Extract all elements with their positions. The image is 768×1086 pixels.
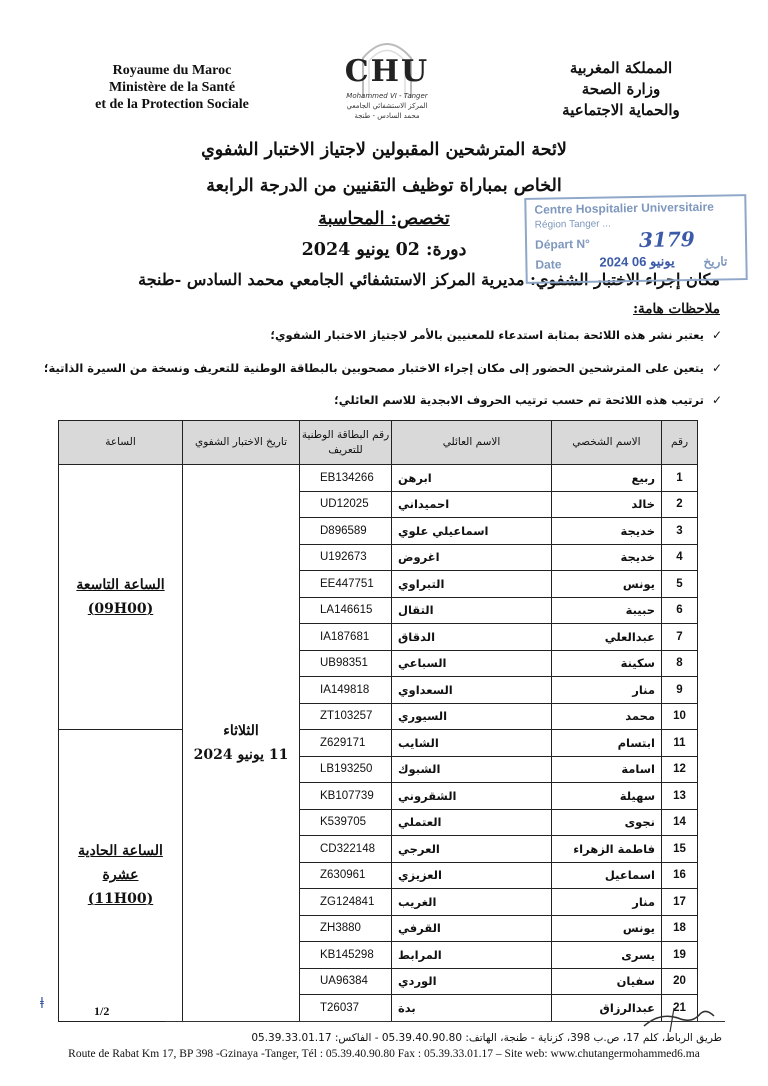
cin-cell: D896589 bbox=[300, 518, 392, 545]
header-fr-line-3: et de la Protection Sociale bbox=[95, 97, 249, 112]
header-ar-line-1: المملكة المغربية bbox=[569, 59, 673, 77]
note-1-text: يعتبر نشر هذه اللائحة بمثابة استدعاء للمعنيين بالأمر لاجتياز الاختبار الشفوي؛ bbox=[270, 328, 704, 342]
first-name-cell: ربيع bbox=[552, 465, 662, 492]
cin-cell: CD322148 bbox=[300, 836, 392, 863]
row-number: 19 bbox=[662, 942, 698, 969]
row-number: 8 bbox=[662, 650, 698, 677]
row-number: 9 bbox=[662, 677, 698, 704]
first-name-cell: خديجة bbox=[552, 544, 662, 571]
stamp-line-1: Centre Hospitalier Universitaire bbox=[534, 199, 714, 217]
row-number: 14 bbox=[662, 809, 698, 836]
last-name-cell: السعداوي bbox=[392, 677, 552, 704]
last-name-cell: الوردي bbox=[392, 968, 552, 995]
title-location: مكان إجراء الاختبار الشفوي: مديرية المركز الاستشفائي الجامعي محمد السادس -طنجة bbox=[138, 270, 720, 289]
footer-french: Route de Rabat Km 17, BP 398 -Gzinaya -Tanger, Tél : 05.39.40.90.80 Fax : 05.39.33.01.17 – Site web: www.chutangermohammed6.ma bbox=[68, 1048, 700, 1060]
header-fr-line-2: Ministère de la Santé bbox=[108, 80, 236, 95]
cin-cell: U192673 bbox=[300, 544, 392, 571]
last-name-cell: ابرهن bbox=[392, 465, 552, 492]
cin-cell: Z629171 bbox=[300, 730, 392, 757]
checkmark-icon: ✓ bbox=[711, 328, 722, 342]
first-name-cell: منار bbox=[552, 677, 662, 704]
cin-cell: ZG124841 bbox=[300, 889, 392, 916]
first-name-cell: يونس bbox=[552, 571, 662, 598]
col-header-time: الساعة bbox=[59, 421, 183, 465]
row-number: 18 bbox=[662, 915, 698, 942]
col-header-last-name: الاسم العائلي bbox=[392, 421, 552, 465]
cin-cell: Z630961 bbox=[300, 862, 392, 889]
col-header-cin: رقم البطاقة الوطنية للتعريف bbox=[300, 421, 392, 465]
table-row bbox=[59, 730, 698, 757]
last-name-cell: السباعي bbox=[392, 650, 552, 677]
row-number: 12 bbox=[662, 756, 698, 783]
logo-text: CHU bbox=[344, 54, 430, 89]
cin-cell: IA149818 bbox=[300, 677, 392, 704]
table-row bbox=[59, 465, 698, 492]
first-name-cell: نجوى bbox=[552, 809, 662, 836]
time-slot-2-code: (11H00) bbox=[87, 891, 154, 908]
stamp-date-value: 2024 يونيو 06 bbox=[599, 253, 675, 270]
first-name-cell: محمد bbox=[552, 703, 662, 730]
note-1 bbox=[32, 328, 722, 342]
cin-cell: K539705 bbox=[300, 809, 392, 836]
header-ar-line-2: وزارة الصحة bbox=[581, 80, 661, 98]
first-name-cell: اسماعيل bbox=[552, 862, 662, 889]
first-name-cell: اسامة bbox=[552, 756, 662, 783]
row-number: 16 bbox=[662, 862, 698, 889]
note-3 bbox=[32, 393, 722, 407]
cin-cell: UB98351 bbox=[300, 650, 392, 677]
last-name-cell: التقال bbox=[392, 597, 552, 624]
last-name-cell: القرفي bbox=[392, 915, 552, 942]
time-slot-2-label-1: الساعة الحادية bbox=[78, 843, 163, 860]
stamp-date-label: Date bbox=[535, 257, 562, 272]
last-name-cell: العتملي bbox=[392, 809, 552, 836]
row-number: 17 bbox=[662, 889, 698, 916]
last-name-cell: المرابط bbox=[392, 942, 552, 969]
notes-heading: ملاحظات هامة: bbox=[633, 301, 720, 317]
page-number: 1/2 bbox=[94, 1004, 110, 1018]
row-number: 1 bbox=[662, 465, 698, 492]
stamp-depart-number: 3179 bbox=[638, 226, 695, 252]
first-name-cell: سفيان bbox=[552, 968, 662, 995]
title-specialty: تخصص: المحاسبة bbox=[318, 209, 450, 229]
last-name-cell: الغريب bbox=[392, 889, 552, 916]
cin-cell: T26037 bbox=[300, 995, 392, 1022]
exam-date-cell bbox=[183, 465, 300, 1022]
row-number: 4 bbox=[662, 544, 698, 571]
title-session: دورة: 02 يونيو 2024 bbox=[301, 240, 467, 260]
note-3-text: ترتيب هذه اللائحة تم حسب ترتيب الحروف الابجدية للاسم العائلي؛ bbox=[334, 393, 704, 407]
logo-sub-3: محمد السادس - طنجة bbox=[354, 112, 420, 120]
exam-day: الثلاثاء bbox=[223, 722, 259, 739]
last-name-cell: الدقاق bbox=[392, 624, 552, 651]
first-name-cell: عبدالعلي bbox=[552, 624, 662, 651]
col-header-first-name: الاسم الشخصي bbox=[552, 421, 662, 465]
last-name-cell: احميداني bbox=[392, 491, 552, 518]
first-name-cell: سكينة bbox=[552, 650, 662, 677]
cin-cell: KB145298 bbox=[300, 942, 392, 969]
header-french-block bbox=[62, 62, 282, 113]
header-ar-line-3: والحماية الاجتماعية bbox=[562, 101, 680, 119]
first-name-cell: عبدالرزاق bbox=[552, 995, 662, 1022]
row-number: 20 bbox=[662, 968, 698, 995]
row-number: 11 bbox=[662, 730, 698, 757]
logo-sub-1: Mohammed VI - Tanger bbox=[346, 92, 428, 100]
exam-date: 11 يونيو 2024 bbox=[193, 746, 289, 763]
last-name-cell: العزيزي bbox=[392, 862, 552, 889]
row-number: 15 bbox=[662, 836, 698, 863]
cin-cell: KB107739 bbox=[300, 783, 392, 810]
table-header-row bbox=[59, 421, 698, 465]
last-name-cell: العرجي bbox=[392, 836, 552, 863]
last-name-cell: اغروض bbox=[392, 544, 552, 571]
first-name-cell: فاطمة الزهراء bbox=[552, 836, 662, 863]
first-name-cell: خالد bbox=[552, 491, 662, 518]
checkmark-icon: ✓ bbox=[711, 361, 722, 375]
cin-cell: EB134266 bbox=[300, 465, 392, 492]
row-number: 6 bbox=[662, 597, 698, 624]
time-slot-1-label: الساعة التاسعة bbox=[76, 577, 165, 593]
time-slot-2-cell bbox=[59, 730, 183, 1022]
cin-cell: ZH3880 bbox=[300, 915, 392, 942]
last-name-cell: بدة bbox=[392, 995, 552, 1022]
last-name-cell: اسماعيلي علوي bbox=[392, 518, 552, 545]
title-line-2: الخاص بمباراة توظيف التقنيين من الدرجة الرابعة bbox=[206, 176, 562, 196]
row-number: 3 bbox=[662, 518, 698, 545]
time-slot-2-label-2: عشرة bbox=[102, 867, 139, 884]
time-slot-1-code: (09H00) bbox=[87, 601, 154, 617]
row-number: 13 bbox=[662, 783, 698, 810]
stamp-ar-label: تاريخ bbox=[703, 254, 728, 269]
first-name-cell: ابتسام bbox=[552, 730, 662, 757]
cin-cell: LA146615 bbox=[300, 597, 392, 624]
footer-arabic: طريق الرباط، كلم 17، ص.ب 398، كزناية - طنجة، الهاتف: 05.39.40.90.80 - الفاكس: 05.39.33.01.17 bbox=[251, 1032, 722, 1044]
cin-cell: UD12025 bbox=[300, 491, 392, 518]
checkmark-icon: ✓ bbox=[711, 393, 722, 407]
candidates-table bbox=[58, 420, 698, 1022]
row-number: 5 bbox=[662, 571, 698, 598]
first-name-cell: سهيلة bbox=[552, 783, 662, 810]
row-number: 10 bbox=[662, 703, 698, 730]
first-name-cell: حبيبة bbox=[552, 597, 662, 624]
last-name-cell: الشايب bbox=[392, 730, 552, 757]
ink-mark-icon: ⱡ bbox=[40, 996, 44, 1012]
title-line-1: لائحة المترشحين المقبولين لاجتياز الاختبار الشفوي bbox=[201, 140, 567, 160]
header-arabic-block bbox=[516, 58, 726, 121]
first-name-cell: يونس bbox=[552, 915, 662, 942]
stamp-line-2: Région Tanger ... bbox=[534, 218, 611, 231]
cin-cell: ZT103257 bbox=[300, 703, 392, 730]
first-name-cell: يسرى bbox=[552, 942, 662, 969]
cin-cell: LB193250 bbox=[300, 756, 392, 783]
row-number: 21 bbox=[662, 995, 698, 1022]
stamp-depart-label: Départ N° bbox=[534, 236, 591, 252]
cin-cell: UA96384 bbox=[300, 968, 392, 995]
col-header-date: تاريخ الاختبار الشفوي bbox=[183, 421, 300, 465]
first-name-cell: منار bbox=[552, 889, 662, 916]
row-number: 7 bbox=[662, 624, 698, 651]
time-slot-1-cell bbox=[59, 465, 183, 730]
departure-stamp bbox=[524, 194, 747, 284]
logo-sub-2: المركز الاستشفائي الجامعي bbox=[346, 102, 428, 110]
cin-cell: IA187681 bbox=[300, 624, 392, 651]
last-name-cell: السيوري bbox=[392, 703, 552, 730]
note-2 bbox=[32, 361, 722, 375]
chu-logo bbox=[323, 28, 451, 124]
row-number: 2 bbox=[662, 491, 698, 518]
header-fr-line-1: Royaume du Maroc bbox=[112, 63, 232, 78]
cin-cell: EE447751 bbox=[300, 571, 392, 598]
last-name-cell: التبراوي bbox=[392, 571, 552, 598]
first-name-cell: خديجة bbox=[552, 518, 662, 545]
note-2-text: يتعين على المترشحين الحضور إلى مكان إجراء الاختبار مصحوبين بالبطاقة الوطنية للتعريف ونسخة من السيرة الذاتية؛ bbox=[43, 361, 704, 375]
col-header-num: رقم bbox=[662, 421, 698, 465]
last-name-cell: الشبوك bbox=[392, 756, 552, 783]
last-name-cell: الشقروني bbox=[392, 783, 552, 810]
